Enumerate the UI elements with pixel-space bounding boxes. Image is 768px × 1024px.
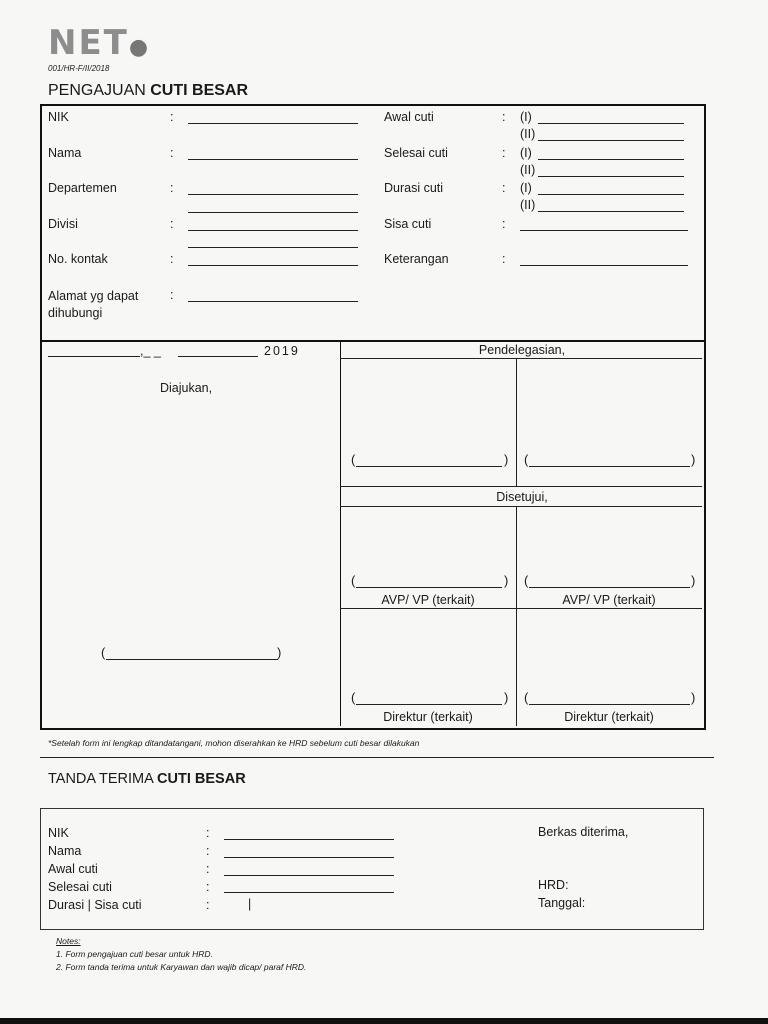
colon: : <box>206 844 210 858</box>
durasi-cuti-ii-line[interactable] <box>538 211 684 212</box>
notes-heading: Notes: <box>56 936 81 946</box>
close-paren: ) <box>504 452 509 467</box>
divisi-input-line-2[interactable] <box>188 247 358 248</box>
durasi-sisa-divider: | <box>248 897 252 911</box>
field-label-alamat: Alamat yg dapat dihubungi <box>48 289 139 320</box>
field-label-kontak: No. kontak <box>48 252 108 266</box>
kontak-input-line[interactable] <box>188 265 358 266</box>
receipt-nama-line[interactable] <box>224 857 394 858</box>
field-label-selesai-cuti: Selesai cuti <box>384 146 448 160</box>
marker-ii: (II) <box>520 163 536 177</box>
alamat-input-line[interactable] <box>188 301 358 302</box>
avp-1-label: AVP/ VP (terkait) <box>381 593 475 607</box>
awal-cuti-ii-line[interactable] <box>538 140 684 141</box>
marker-ii: (II) <box>520 198 536 212</box>
field-label-durasi-cuti: Durasi cuti <box>384 181 444 195</box>
open-paren: ( <box>524 573 529 588</box>
colon: : <box>170 146 174 160</box>
open-paren: ( <box>101 645 106 660</box>
open-paren: ( <box>524 690 529 705</box>
direktur-2-signature-line[interactable] <box>529 704 690 705</box>
marker-ii: (II) <box>520 127 536 141</box>
colon: : <box>206 898 210 912</box>
nama-input-line[interactable] <box>188 159 358 160</box>
scan-edge <box>0 1018 768 1024</box>
pendelegasian-label: Pendelegasian, <box>478 343 566 357</box>
colon: : <box>502 252 506 266</box>
diajukan-label: Diajukan, <box>160 381 213 395</box>
field-label-keterangan: Keterangan <box>384 252 449 266</box>
colon: : <box>170 288 174 302</box>
field-label-awal-cuti: Awal cuti <box>384 110 434 124</box>
delegate-2-signature-line[interactable] <box>529 466 690 467</box>
note-item: 2. Form tanda terima untuk Karyawan dan wajib dicap/ paraf HRD. <box>56 962 307 972</box>
direktur-1-signature-line[interactable] <box>356 704 502 705</box>
nik-input-line[interactable] <box>188 123 358 124</box>
colon: : <box>170 217 174 231</box>
receipt-nik-line[interactable] <box>224 839 394 840</box>
hrd-label: HRD: <box>538 878 569 892</box>
avp-2-label: AVP/ VP (terkait) <box>562 593 656 607</box>
field-label-sisa-cuti: Sisa cuti <box>384 217 432 231</box>
submission-footnote: *Setelah form ini lengkap ditandatangani, mohon diserahkan ke HRD sebelum cuti besar dilakukan <box>48 738 420 748</box>
selesai-cuti-ii-line[interactable] <box>538 176 684 177</box>
grid-line <box>340 486 702 487</box>
signature-divider <box>340 340 341 726</box>
open-paren: ( <box>351 573 356 588</box>
sisa-cuti-input-line[interactable] <box>520 230 688 231</box>
form-code: 001/HR-F/II/2018 <box>48 64 110 73</box>
date-year: 2019 <box>264 344 300 358</box>
colon: : <box>502 146 506 160</box>
colon: : <box>170 181 174 195</box>
section-divider <box>40 340 704 342</box>
close-paren: ) <box>691 573 696 588</box>
open-paren: ( <box>351 690 356 705</box>
durasi-cuti-i-line[interactable] <box>538 194 684 195</box>
close-paren: ) <box>691 452 696 467</box>
note-item: 1. Form pengajuan cuti besar untuk HRD. <box>56 949 213 959</box>
departemen-input-line[interactable] <box>188 194 358 195</box>
receipt-label-selesai: Selesai cuti <box>48 880 112 894</box>
colon: : <box>170 110 174 124</box>
tanggal-label: Tanggal: <box>538 896 586 910</box>
divisi-input-line[interactable] <box>188 230 358 231</box>
field-label-nik: NIK <box>48 110 69 124</box>
colon: : <box>170 252 174 266</box>
departemen-input-line-2[interactable] <box>188 212 358 213</box>
grid-line <box>340 506 702 507</box>
avp-2-signature-line[interactable] <box>529 587 690 588</box>
receipt-title: TANDA TERIMA CUTI BESAR <box>48 771 246 787</box>
grid-line <box>516 506 517 726</box>
leave-form-box <box>40 104 706 730</box>
open-paren: ( <box>351 452 356 467</box>
colon: : <box>206 826 210 840</box>
grid-line <box>340 608 702 609</box>
grid-line <box>340 358 702 359</box>
grid-line <box>516 358 517 486</box>
receipt-selesai-line[interactable] <box>224 892 394 893</box>
colon: : <box>502 181 506 195</box>
close-paren: ) <box>277 645 282 660</box>
page-title: PENGAJUAN CUTI BESAR <box>48 82 249 99</box>
field-label-divisi: Divisi <box>48 217 78 231</box>
direktur-1-label: Direktur (terkait) <box>383 710 473 724</box>
colon: : <box>502 217 506 231</box>
date-month-line[interactable] <box>178 356 258 357</box>
marker-i: (I) <box>520 110 532 124</box>
marker-i: (I) <box>520 181 532 195</box>
marker-i: (I) <box>520 146 532 160</box>
delegate-1-signature-line[interactable] <box>356 466 502 467</box>
colon: : <box>206 862 210 876</box>
date-day-line[interactable] <box>48 356 140 357</box>
avp-1-signature-line[interactable] <box>356 587 502 588</box>
colon: : <box>502 110 506 124</box>
awal-cuti-i-line[interactable] <box>538 123 684 124</box>
close-paren: ) <box>504 690 509 705</box>
selesai-cuti-i-line[interactable] <box>538 159 684 160</box>
applicant-signature-line[interactable] <box>106 659 278 660</box>
net-logo: NET● <box>48 23 151 63</box>
receipt-label-durasi: Durasi | Sisa cuti <box>48 898 142 912</box>
receipt-label-nama: Nama <box>48 844 82 858</box>
open-paren: ( <box>524 452 529 467</box>
close-paren: ) <box>504 573 509 588</box>
field-label-departemen: Departemen <box>48 181 117 195</box>
field-label-nama: Nama <box>48 146 82 160</box>
close-paren: ) <box>691 690 696 705</box>
disetujui-label: Disetujui, <box>496 490 548 504</box>
colon: : <box>206 880 210 894</box>
receipt-awal-line[interactable] <box>224 875 394 876</box>
receipt-label-awal: Awal cuti <box>48 862 98 876</box>
section-separator <box>40 757 714 758</box>
direktur-2-label: Direktur (terkait) <box>564 710 654 724</box>
berkas-diterima-label: Berkas diterima, <box>538 825 629 839</box>
receipt-label-nik: NIK <box>48 826 69 840</box>
date-separator: ,_ _ <box>140 344 161 358</box>
keterangan-input-line[interactable] <box>520 265 688 266</box>
